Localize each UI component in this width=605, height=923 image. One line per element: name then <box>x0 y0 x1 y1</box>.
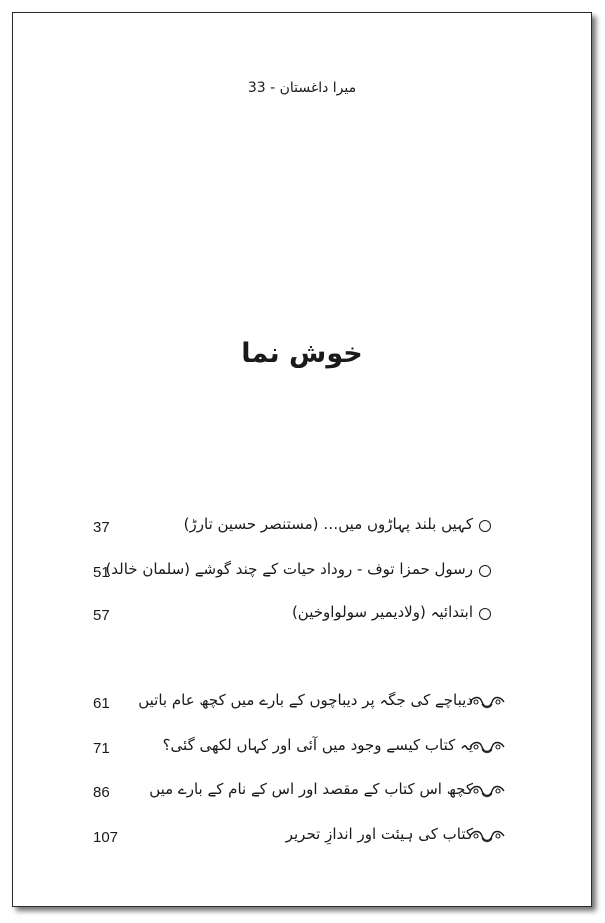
toc-entry-text: یہ کتاب کیسے وجود میں آئی اور کہاں لکھی گئی؟ <box>162 736 473 754</box>
circle-bullet-icon <box>479 520 491 532</box>
toc-entry-page: 61 <box>93 695 110 712</box>
circle-bullet-icon <box>479 565 491 577</box>
toc-entry-page: 71 <box>93 740 110 757</box>
toc-entry <box>13 691 591 717</box>
toc-entry-page: 107 <box>93 829 119 846</box>
flourish-ornament-icon <box>468 783 506 799</box>
flourish-ornament-icon <box>468 739 506 755</box>
toc-entry-text: کہیں بلند پہاڑوں میں… (مستنصر حسین تارڑ) <box>183 515 473 533</box>
toc-entry-text: دیباچے کی جگہ پر دیباچوں کے بارے میں کچھ عام باتیں <box>138 691 473 709</box>
toc-entry-page: 37 <box>93 519 110 536</box>
toc-entry-text: ابتدائیہ (ولادیمیر سولواوخین) <box>291 603 473 621</box>
toc-entry-text: رسول حمزا توف - روداد حیات کے چند گوشے (سلمان خالد) <box>105 560 473 578</box>
toc-entry <box>13 515 591 541</box>
section-title: خوش نما <box>241 338 363 369</box>
flourish-ornament-icon <box>468 828 506 844</box>
running-header: میرا داغستان - 33 <box>247 80 357 96</box>
toc-entry-page: 51 <box>93 564 110 581</box>
toc-entry <box>13 560 591 586</box>
circle-bullet-icon <box>479 608 491 620</box>
flourish-ornament-icon <box>468 694 506 710</box>
toc-entry-page: 86 <box>93 784 110 801</box>
book-page <box>12 12 592 907</box>
toc-entry <box>13 603 591 629</box>
toc-entry <box>13 825 591 851</box>
toc-entry <box>13 780 591 806</box>
toc-entry-text: کتاب کی ہیئت اور اندازِ تحریر <box>285 825 473 843</box>
toc-entry <box>13 736 591 762</box>
toc-entry-text: کچھ اس کتاب کے مقصد اور اس کے نام کے بارے میں <box>149 780 473 798</box>
toc-entry-page: 57 <box>93 607 110 624</box>
